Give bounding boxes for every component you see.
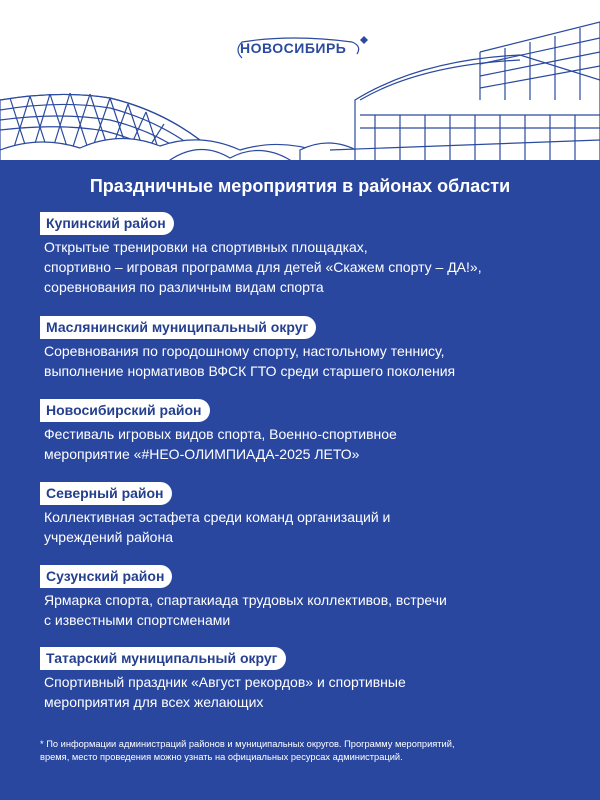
- logo: [232, 36, 372, 64]
- header-illustration: [0, 0, 600, 170]
- district-events: Фестиваль игровых видов спорта, Военно-спортивное мероприятие «#НЕО-ОЛИМПИАДА-2025 ЛЕТО»: [44, 426, 397, 462]
- district-events: Коллективная эстафета среди команд организаций и учреждений района: [44, 509, 391, 545]
- district-section: [40, 316, 580, 381]
- district-events: Соревнования по городошному спорту, настольному теннису, выполнение нормативов ВФСК ГТО среди старшего поколения: [44, 343, 456, 379]
- district-section: [40, 212, 580, 297]
- district-events: Спортивный праздник «Август рекордов» и спортивные мероприятия для всех желающих: [44, 674, 406, 710]
- district-section: [40, 399, 580, 464]
- district-name-badge: Купинский район: [40, 212, 174, 235]
- district-name-badge: Сузунский район: [40, 565, 172, 588]
- district-name-badge: Новосибирский район: [40, 399, 210, 422]
- district-name-badge: Маслянинский муниципальный округ: [40, 316, 316, 339]
- district-events: Открытые тренировки на спортивных площадках, спортивно – игровая программа для детей «Скажем спорту – ДА!», соревнования по различным видам спорта: [44, 239, 482, 295]
- district-name-badge: Татарский муниципальный округ: [40, 647, 286, 670]
- district-section: [40, 565, 580, 630]
- district-section: [40, 647, 580, 712]
- stadium-skyline-illustration: [0, 0, 600, 170]
- district-name-badge: Северный район: [40, 482, 172, 505]
- district-section: [40, 482, 580, 547]
- logo-text: НОВОСИБИРЬ: [240, 40, 347, 56]
- page-title: Праздничные мероприятия в районах области: [89, 176, 511, 196]
- footnote: * По информации администраций районов и муниципальных округов. Программу мероприятий, время, место проведения можно узнать на официальных ресурсах администраций.: [40, 739, 455, 762]
- district-events: Ярмарка спорта, спартакиада трудовых коллективов, встречи с известными спортсменами: [44, 592, 447, 628]
